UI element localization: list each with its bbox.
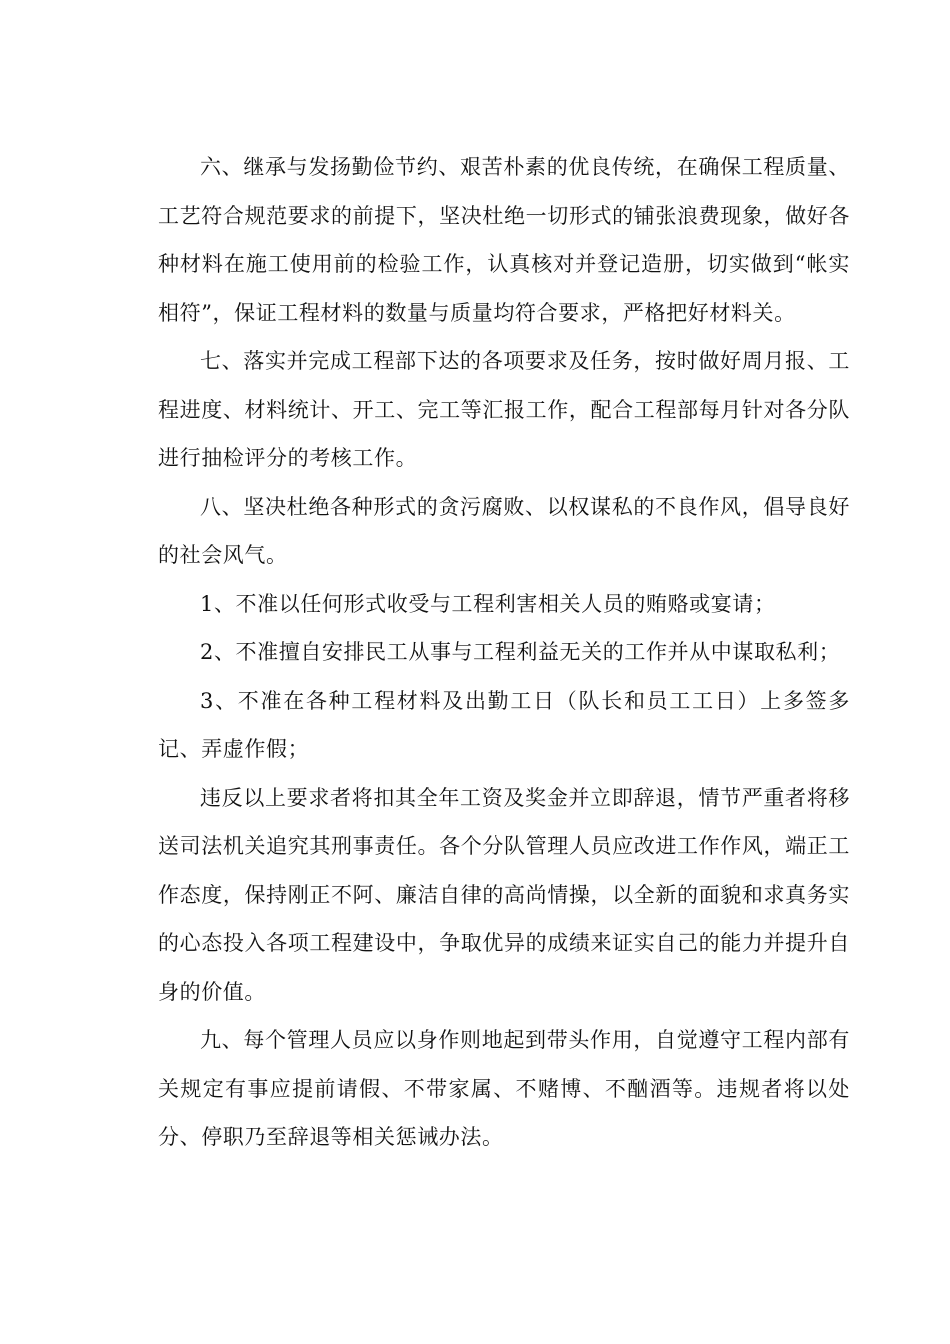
rule-item-2: 2、不准擅自安排民工从事与工程利益无关的工作并从中谋取私利；: [200, 640, 841, 664]
paragraph-nine: 九、每个管理人员应以身作则地起到带头作用，自觉遵守工程内部有关规定有事应提前请假、不带家属、不赌博、不酗酒等。违规者将以处分、停职乃至辞退等相关惩诫办法。: [158, 1028, 850, 1149]
rule-item-1: 1、不准以任何形式收受与工程利害相关人员的贿赂或宴请；: [200, 591, 776, 616]
paragraph-seven: 七、落实并完成工程部下达的各项要求及任务，按时做好周月报、工程进度、材料统计、开工、完工等汇报工作，配合工程部每月针对各分队进行抽检评分的考核工作。: [158, 349, 850, 470]
document-body: [158, 143, 850, 1162]
paragraph-eight: 八、坚决杜绝各种形式的贪污腐败、以权谋私的不良作风，倡导良好的社会风气。: [158, 494, 850, 567]
rule-item-3: 3、不准在各种工程材料及出勤工日（队长和员工工日）上多签多记、弄虚作假；: [158, 688, 850, 761]
paragraph-six: 六、继承与发扬勤俭节约、艰苦朴素的优良传统，在确保工程质量、工艺符合规范要求的前提下，坚决杜绝一切形式的铺张浪费现象，做好各种材料在施工使用前的检验工作，认真核对并登记造册，切实做到“帐实相符”，保证工程材料的数量与质量均符合要求，严格把好材料关。: [158, 155, 850, 325]
penalty-paragraph: 违反以上要求者将扣其全年工资及奖金并立即辞退，情节严重者将移送司法机关追究其刑事责任。各个分队管理人员应改进工作作风，端正工作态度，保持刚正不阿、廉洁自律的高尚情操，以全新的面貌和求真务实的心态投入各项工程建设中，争取优异的成绩来证实自己的能力并提升自身的价值。: [158, 785, 850, 1004]
